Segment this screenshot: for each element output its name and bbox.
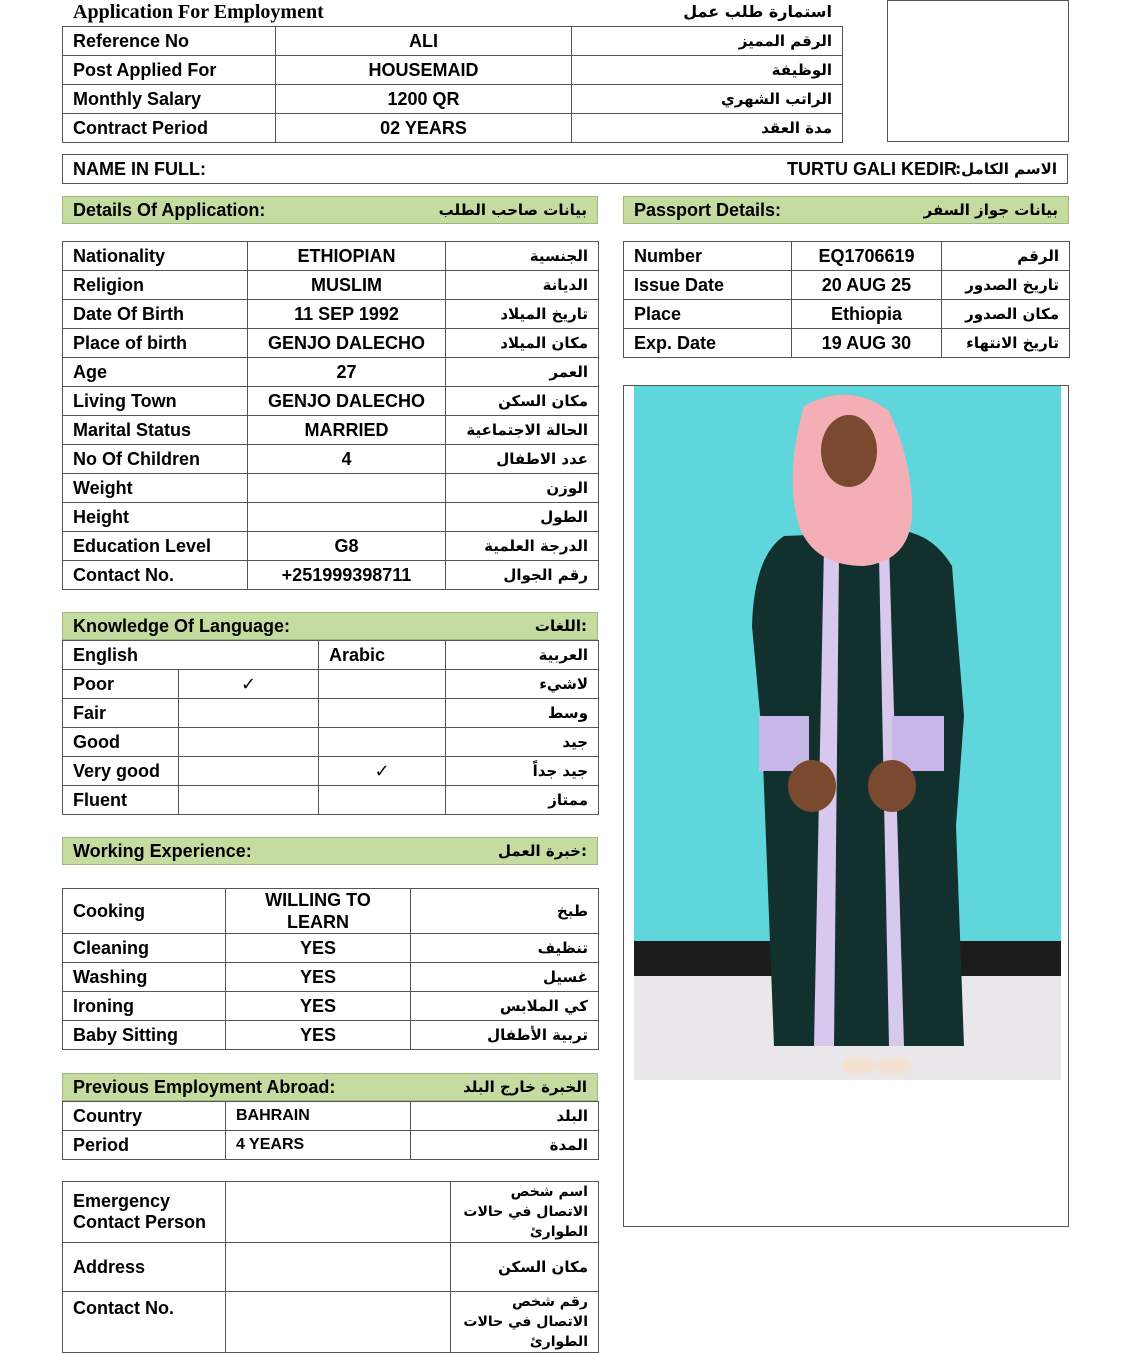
table-row	[624, 329, 1070, 358]
field-label-ar: مكان الميلاد	[446, 329, 599, 358]
passport-label: Place	[624, 300, 792, 329]
skill-value: WILLING TO LEARN	[226, 889, 411, 934]
contract-label-ar: مدة العقد	[572, 114, 843, 143]
field-label: Education Level	[63, 532, 248, 561]
table-row	[63, 416, 599, 445]
table-row	[63, 992, 599, 1021]
field-label: Age	[63, 358, 248, 387]
table-row	[63, 561, 599, 590]
previous-value: 4 YEARS	[226, 1131, 411, 1160]
form-title-ar: استمارة طلب عمل	[683, 2, 832, 21]
table-row	[63, 1102, 599, 1131]
passport-label-ar: تاريخ الصدور	[942, 271, 1070, 300]
skill-label: Cleaning	[63, 934, 226, 963]
contract-label: Contract Period	[63, 114, 276, 143]
passport-value: 20 AUG 25	[792, 271, 942, 300]
previous-heading	[62, 1073, 598, 1101]
table-row	[63, 934, 599, 963]
level-label-ar: جيد جداً	[446, 757, 599, 786]
emergency-person-label-ar: اسم شخص الاتصال في حالات الطوارئ	[451, 1182, 599, 1243]
table-row	[63, 27, 843, 56]
field-label: Date Of Birth	[63, 300, 248, 329]
experience-heading-ar: :خبرة العمل	[497, 842, 587, 860]
experience-heading	[62, 837, 598, 865]
post-label-ar: الوظيفة	[572, 56, 843, 85]
field-value: GENJO DALECHO	[248, 387, 446, 416]
level-label-ar: لاشيء	[446, 670, 599, 699]
language-heading-en: Knowledge Of Language:	[73, 615, 291, 636]
skill-label: Washing	[63, 963, 226, 992]
table-row	[624, 242, 1070, 271]
level-label-ar: جيد	[446, 728, 599, 757]
field-label: Marital Status	[63, 416, 248, 445]
table-row	[63, 1131, 599, 1160]
reference-label-ar: الرقم المميز	[572, 27, 843, 56]
field-label: Living Town	[63, 387, 248, 416]
field-label: Nationality	[63, 242, 248, 271]
field-value: ETHIOPIAN	[248, 242, 446, 271]
field-value: 27	[248, 358, 446, 387]
level-label-ar: وسط	[446, 699, 599, 728]
field-label-ar: الديانة	[446, 271, 599, 300]
previous-label-ar: المدة	[411, 1131, 599, 1160]
application-heading-ar: بيانات صاحب الطلب	[438, 201, 587, 219]
english-check	[179, 757, 319, 786]
applicant-figure	[634, 386, 1061, 1080]
arabic-column-label: Arabic	[319, 641, 446, 670]
english-column-label: English	[63, 641, 319, 670]
passport-label-ar: تاريخ الانتهاء	[942, 329, 1070, 358]
table-row	[63, 532, 599, 561]
skill-value: YES	[226, 963, 411, 992]
table-row	[63, 445, 599, 474]
passport-value: 19 AUG 30	[792, 329, 942, 358]
level-label: Fair	[63, 699, 179, 728]
arabic-column-label-ar: العربية	[446, 641, 599, 670]
skill-label: Baby Sitting	[63, 1021, 226, 1050]
passport-label-ar: مكان الصدور	[942, 300, 1070, 329]
emergency-contact-label: Contact No.	[63, 1292, 226, 1353]
table-row	[63, 387, 599, 416]
field-value: 4	[248, 445, 446, 474]
arabic-check	[319, 728, 446, 757]
previous-label: Country	[63, 1102, 226, 1131]
table-row	[624, 300, 1070, 329]
field-label-ar: رقم الجوال	[446, 561, 599, 590]
skill-label: Cooking	[63, 889, 226, 934]
field-label-ar: الطول	[446, 503, 599, 532]
table-row	[63, 641, 599, 670]
english-check	[179, 728, 319, 757]
field-value: MUSLIM	[248, 271, 446, 300]
field-value: MARRIED	[248, 416, 446, 445]
previous-table	[62, 1101, 599, 1160]
skill-value: YES	[226, 1021, 411, 1050]
previous-heading-ar: الخبرة خارج البلد	[463, 1078, 587, 1096]
arabic-check	[319, 670, 446, 699]
reference-label: Reference No	[63, 27, 276, 56]
post-label: Post Applied For	[63, 56, 276, 85]
salary-label-ar: الراتب الشهري	[572, 85, 843, 114]
field-label-ar: مكان السكن	[446, 387, 599, 416]
field-label: Weight	[63, 474, 248, 503]
english-check	[179, 786, 319, 815]
skill-label-ar: كي الملابس	[411, 992, 599, 1021]
table-row	[63, 329, 599, 358]
table-row	[63, 114, 843, 143]
field-label: Religion	[63, 271, 248, 300]
field-label-ar: عدد الاطفال	[446, 445, 599, 474]
table-row	[624, 271, 1070, 300]
previous-heading-en: Previous Employment Abroad:	[73, 1076, 336, 1097]
field-label-ar: العمر	[446, 358, 599, 387]
experience-table	[62, 888, 599, 1050]
full-name-label-ar: الاسم الكامل:	[955, 160, 1057, 178]
field-value: +251999398711	[248, 561, 446, 590]
full-name-label: NAME IN FULL:	[73, 159, 206, 179]
field-label-ar: تاريخ الميلاد	[446, 300, 599, 329]
contract-value: 02 YEARS	[276, 114, 572, 143]
field-label: No Of Children	[63, 445, 248, 474]
passport-label-ar: الرقم	[942, 242, 1070, 271]
table-row	[63, 358, 599, 387]
table-row	[63, 503, 599, 532]
arabic-check	[319, 786, 446, 815]
passport-label: Exp. Date	[624, 329, 792, 358]
table-row	[63, 56, 843, 85]
table-row	[63, 242, 599, 271]
passport-label: Issue Date	[624, 271, 792, 300]
english-check: ✓	[179, 670, 319, 699]
field-label: Place of birth	[63, 329, 248, 358]
table-row	[63, 699, 599, 728]
passport-label: Number	[624, 242, 792, 271]
level-label: Very good	[63, 757, 179, 786]
field-label-ar: الدرجة العلمية	[446, 532, 599, 561]
field-label: Height	[63, 503, 248, 532]
level-label: Poor	[63, 670, 179, 699]
experience-heading-en: Working Experience:	[73, 840, 252, 861]
field-label: Contact No.	[63, 561, 248, 590]
level-label: Good	[63, 728, 179, 757]
previous-label: Period	[63, 1131, 226, 1160]
language-heading	[62, 612, 598, 640]
table-row	[63, 889, 599, 934]
table-row	[63, 757, 599, 786]
table-row	[63, 474, 599, 503]
arabic-check: ✓	[319, 757, 446, 786]
table-row	[63, 85, 843, 114]
table-row	[63, 728, 599, 757]
full-name-value: TURTU GALI KEDIR	[787, 159, 957, 179]
field-label-ar: الوزن	[446, 474, 599, 503]
field-value: G8	[248, 532, 446, 561]
applicant-photo	[634, 386, 1061, 1080]
address-label-ar: مكان السكن	[451, 1243, 599, 1292]
reference-value: ALI	[276, 27, 572, 56]
application-table	[62, 241, 599, 590]
table-row	[63, 271, 599, 300]
emergency-person-label: Emergency Contact Person	[63, 1182, 226, 1243]
previous-value: BAHRAIN	[226, 1102, 411, 1131]
language-table	[62, 640, 599, 815]
passport-heading-ar: بيانات جواز السفر	[923, 201, 1058, 219]
field-value	[248, 474, 446, 503]
passport-value: EQ1706619	[792, 242, 942, 271]
passport-value: Ethiopia	[792, 300, 942, 329]
application-heading-en: Details Of Application:	[73, 199, 266, 220]
language-heading-ar: :اللغات	[534, 617, 587, 635]
salary-value: 1200 QR	[276, 85, 572, 114]
full-name-row	[62, 154, 1068, 184]
skill-label-ar: طبخ	[411, 889, 599, 934]
skill-label-ar: تربية الأطفال	[411, 1021, 599, 1050]
arabic-check	[319, 699, 446, 728]
salary-label: Monthly Salary	[63, 85, 276, 114]
application-heading	[62, 196, 598, 224]
address-value	[226, 1243, 451, 1292]
emergency-person-value	[226, 1182, 451, 1243]
table-row	[63, 786, 599, 815]
previous-label-ar: البلد	[411, 1102, 599, 1131]
passport-heading	[623, 196, 1069, 224]
header-table	[62, 26, 843, 143]
table-row	[63, 1243, 599, 1292]
post-value: HOUSEMAID	[276, 56, 572, 85]
skill-label-ar: غسيل	[411, 963, 599, 992]
passport-heading-en: Passport Details:	[634, 199, 782, 220]
table-row	[63, 670, 599, 699]
small-photo-box	[887, 0, 1069, 142]
table-row	[63, 1292, 599, 1353]
table-row	[63, 963, 599, 992]
table-row	[63, 300, 599, 329]
table-row	[63, 1021, 599, 1050]
skill-value: YES	[226, 992, 411, 1021]
skill-label-ar: تنظيف	[411, 934, 599, 963]
level-label: Fluent	[63, 786, 179, 815]
emergency-table	[62, 1181, 599, 1353]
emergency-contact-value	[226, 1292, 451, 1353]
emergency-contact-label-ar: رقم شخص الاتصال في حالات الطوارئ	[451, 1292, 599, 1353]
passport-table	[623, 241, 1070, 358]
skill-value: YES	[226, 934, 411, 963]
field-label-ar: الجنسية	[446, 242, 599, 271]
form-title-en: Application For Employment	[73, 1, 324, 23]
address-label: Address	[63, 1243, 226, 1292]
field-value: GENJO DALECHO	[248, 329, 446, 358]
field-value: 11 SEP 1992	[248, 300, 446, 329]
field-value	[248, 503, 446, 532]
english-check	[179, 699, 319, 728]
field-label-ar: الحالة الاجتماعية	[446, 416, 599, 445]
level-label-ar: ممتاز	[446, 786, 599, 815]
table-row	[63, 1182, 599, 1243]
skill-label: Ironing	[63, 992, 226, 1021]
